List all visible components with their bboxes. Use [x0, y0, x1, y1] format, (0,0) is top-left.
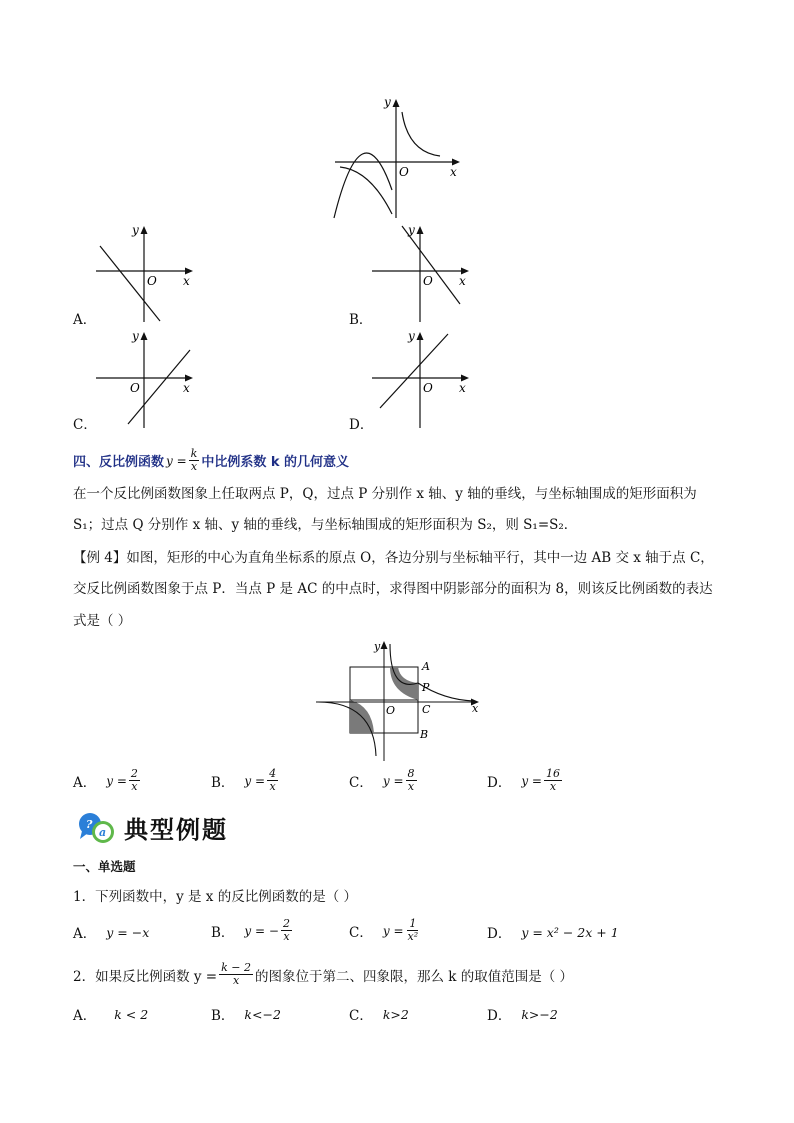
- single-choice-heading: 一、单选题: [73, 859, 136, 874]
- q2-option-c: [349, 1004, 409, 1024]
- section-4-fraction: [189, 448, 200, 473]
- q2-stem-post: 的图象位于第二、四象限，那么 k 的取值范围是（ ）: [255, 968, 574, 985]
- axis-label-x: x: [183, 274, 190, 288]
- option-label: D．: [487, 926, 512, 942]
- q2-option-a: [73, 1004, 148, 1024]
- fraction-numerator: k: [190, 447, 198, 460]
- banner-title: 典型例题: [124, 815, 228, 844]
- option-label: C．: [349, 924, 373, 941]
- fraction-numerator: 2: [282, 917, 290, 930]
- option-lhs: y =: [106, 773, 127, 788]
- q1-option-c: [349, 918, 422, 943]
- fig-label-x: x: [472, 702, 479, 715]
- option-label: A．: [73, 926, 97, 942]
- para-2: S₁；过点 Q 分别作 x 轴、y 轴的垂线，与坐标轴围成的矩形面积为 S₂，则 S₁=S₂．: [73, 517, 578, 533]
- fig-label-a: A: [422, 660, 430, 673]
- example-4-option-a: [73, 768, 142, 793]
- option-d-graph: [368, 328, 472, 430]
- option-expr: y = x² − 2x + 1: [521, 924, 619, 940]
- fraction-numerator: 16: [545, 767, 560, 780]
- option-expr: k<−2: [244, 1006, 281, 1022]
- fraction-denominator: x: [269, 780, 276, 793]
- option-b-label: B．: [349, 312, 373, 328]
- option-lhs: y =: [382, 773, 404, 788]
- origin-label: O: [130, 381, 140, 395]
- q2-option-b: [211, 1004, 281, 1024]
- qa-bubble-icon: [76, 811, 120, 845]
- option-lhs: y = −: [244, 923, 279, 938]
- axis-label-x: x: [183, 381, 190, 395]
- option-lhs: y =: [244, 773, 266, 788]
- fig-label-b: B: [420, 728, 429, 741]
- origin-label: O: [423, 274, 433, 288]
- axis-label-y: y: [132, 223, 139, 237]
- q1-option-d: [487, 922, 619, 942]
- fig-label-p: P: [422, 681, 430, 694]
- axis-label-y: y: [408, 223, 415, 237]
- option-expr: k>−2: [521, 1006, 558, 1022]
- option-c-graph: [92, 328, 196, 430]
- example-4-line-2: 交反比例函数图象于点 P．当点 P 是 AC 的中点时，求得图中阴影部分的面积为 8，则该反比例函数的表达: [73, 581, 713, 597]
- axis-label-x: x: [459, 381, 466, 395]
- example-4-option-b: [211, 768, 280, 793]
- fraction-numerator: k − 2: [221, 961, 251, 974]
- example-4-option-c: [349, 768, 419, 793]
- option-label: A．: [73, 774, 97, 791]
- fraction-denominator: x: [407, 780, 415, 793]
- option-label: C．: [349, 1008, 373, 1024]
- q1-option-b: [211, 918, 294, 943]
- top-figure: [330, 94, 465, 220]
- section-4-eq: y =: [166, 453, 187, 468]
- option-d-label: D．: [349, 417, 374, 433]
- q2-stem: [73, 962, 573, 987]
- fig-label-c: C: [422, 703, 431, 716]
- fig-label-y: y: [374, 640, 381, 653]
- q2-stem-pre: 2．如果反比例函数 y =: [73, 968, 218, 985]
- option-lhs: y =: [521, 773, 542, 788]
- example-4-option-d: [487, 768, 564, 793]
- option-expr: k>2: [382, 1006, 409, 1022]
- example-4-line-3: 式是（ ）: [73, 613, 132, 629]
- q1-stem: 1．下列函数中，y 是 x 的反比例函数的是（ ）: [73, 889, 357, 905]
- fig-label-o: O: [386, 704, 396, 717]
- axis-label-x: x: [459, 274, 466, 288]
- option-label: B．: [211, 1008, 235, 1024]
- typical-examples-banner: [76, 810, 228, 845]
- option-label: D．: [487, 1008, 512, 1024]
- answer-glyph: a: [99, 825, 107, 839]
- fraction-denominator: x: [131, 780, 138, 793]
- fraction-denominator: x: [283, 930, 290, 943]
- fraction-denominator: x: [190, 460, 198, 473]
- axis-label-x: x: [450, 165, 457, 179]
- q2-option-d: [487, 1004, 558, 1024]
- option-label: B．: [211, 774, 235, 791]
- section-4-heading: [73, 448, 349, 473]
- origin-label: O: [399, 165, 409, 179]
- origin-label: O: [147, 274, 157, 288]
- option-b-graph: [368, 222, 472, 324]
- origin-label: O: [423, 381, 433, 395]
- section-4-suffix: 中比例系数 k 的几何意义: [201, 455, 350, 470]
- axis-label-y: y: [384, 95, 391, 109]
- fraction-numerator: 1: [409, 917, 417, 930]
- option-expr: y = −x: [106, 924, 150, 940]
- option-lhs: y =: [382, 923, 404, 938]
- fraction-denominator: x: [232, 974, 240, 987]
- option-label: B．: [211, 924, 235, 941]
- option-c-label: C．: [73, 417, 97, 433]
- option-expr: k < 2: [114, 1006, 149, 1022]
- axis-label-y: y: [132, 329, 139, 343]
- para-1: 在一个反比例函数图象上任取两点 P，Q，过点 P 分别作 x 轴、y 轴的垂线，与坐标轴围成的矩形面积为: [73, 486, 697, 502]
- option-label: D．: [487, 774, 512, 791]
- example-4-line-1: 【例 4】如图，矩形的中心为直角坐标系的原点 O，各边分别与坐标轴平行，其中一边 AB 交 x 轴于点 C，: [73, 550, 714, 566]
- example-4-figure: [314, 636, 484, 766]
- section-4-prefix: 四、反比例函数: [73, 455, 165, 470]
- fraction-denominator: x: [549, 780, 557, 793]
- option-label: C．: [349, 774, 373, 791]
- question-mark-glyph: ?: [86, 817, 93, 831]
- option-a-label: A．: [73, 312, 97, 328]
- fraction-denominator: x²: [407, 930, 419, 943]
- q1-option-a: [73, 922, 149, 942]
- fraction-numerator: 2: [130, 767, 138, 780]
- option-a-graph: [92, 222, 196, 324]
- fraction-numerator: 4: [269, 767, 277, 780]
- fraction-numerator: 8: [407, 767, 415, 780]
- option-label: A．: [73, 1008, 97, 1024]
- axis-label-y: y: [408, 329, 415, 343]
